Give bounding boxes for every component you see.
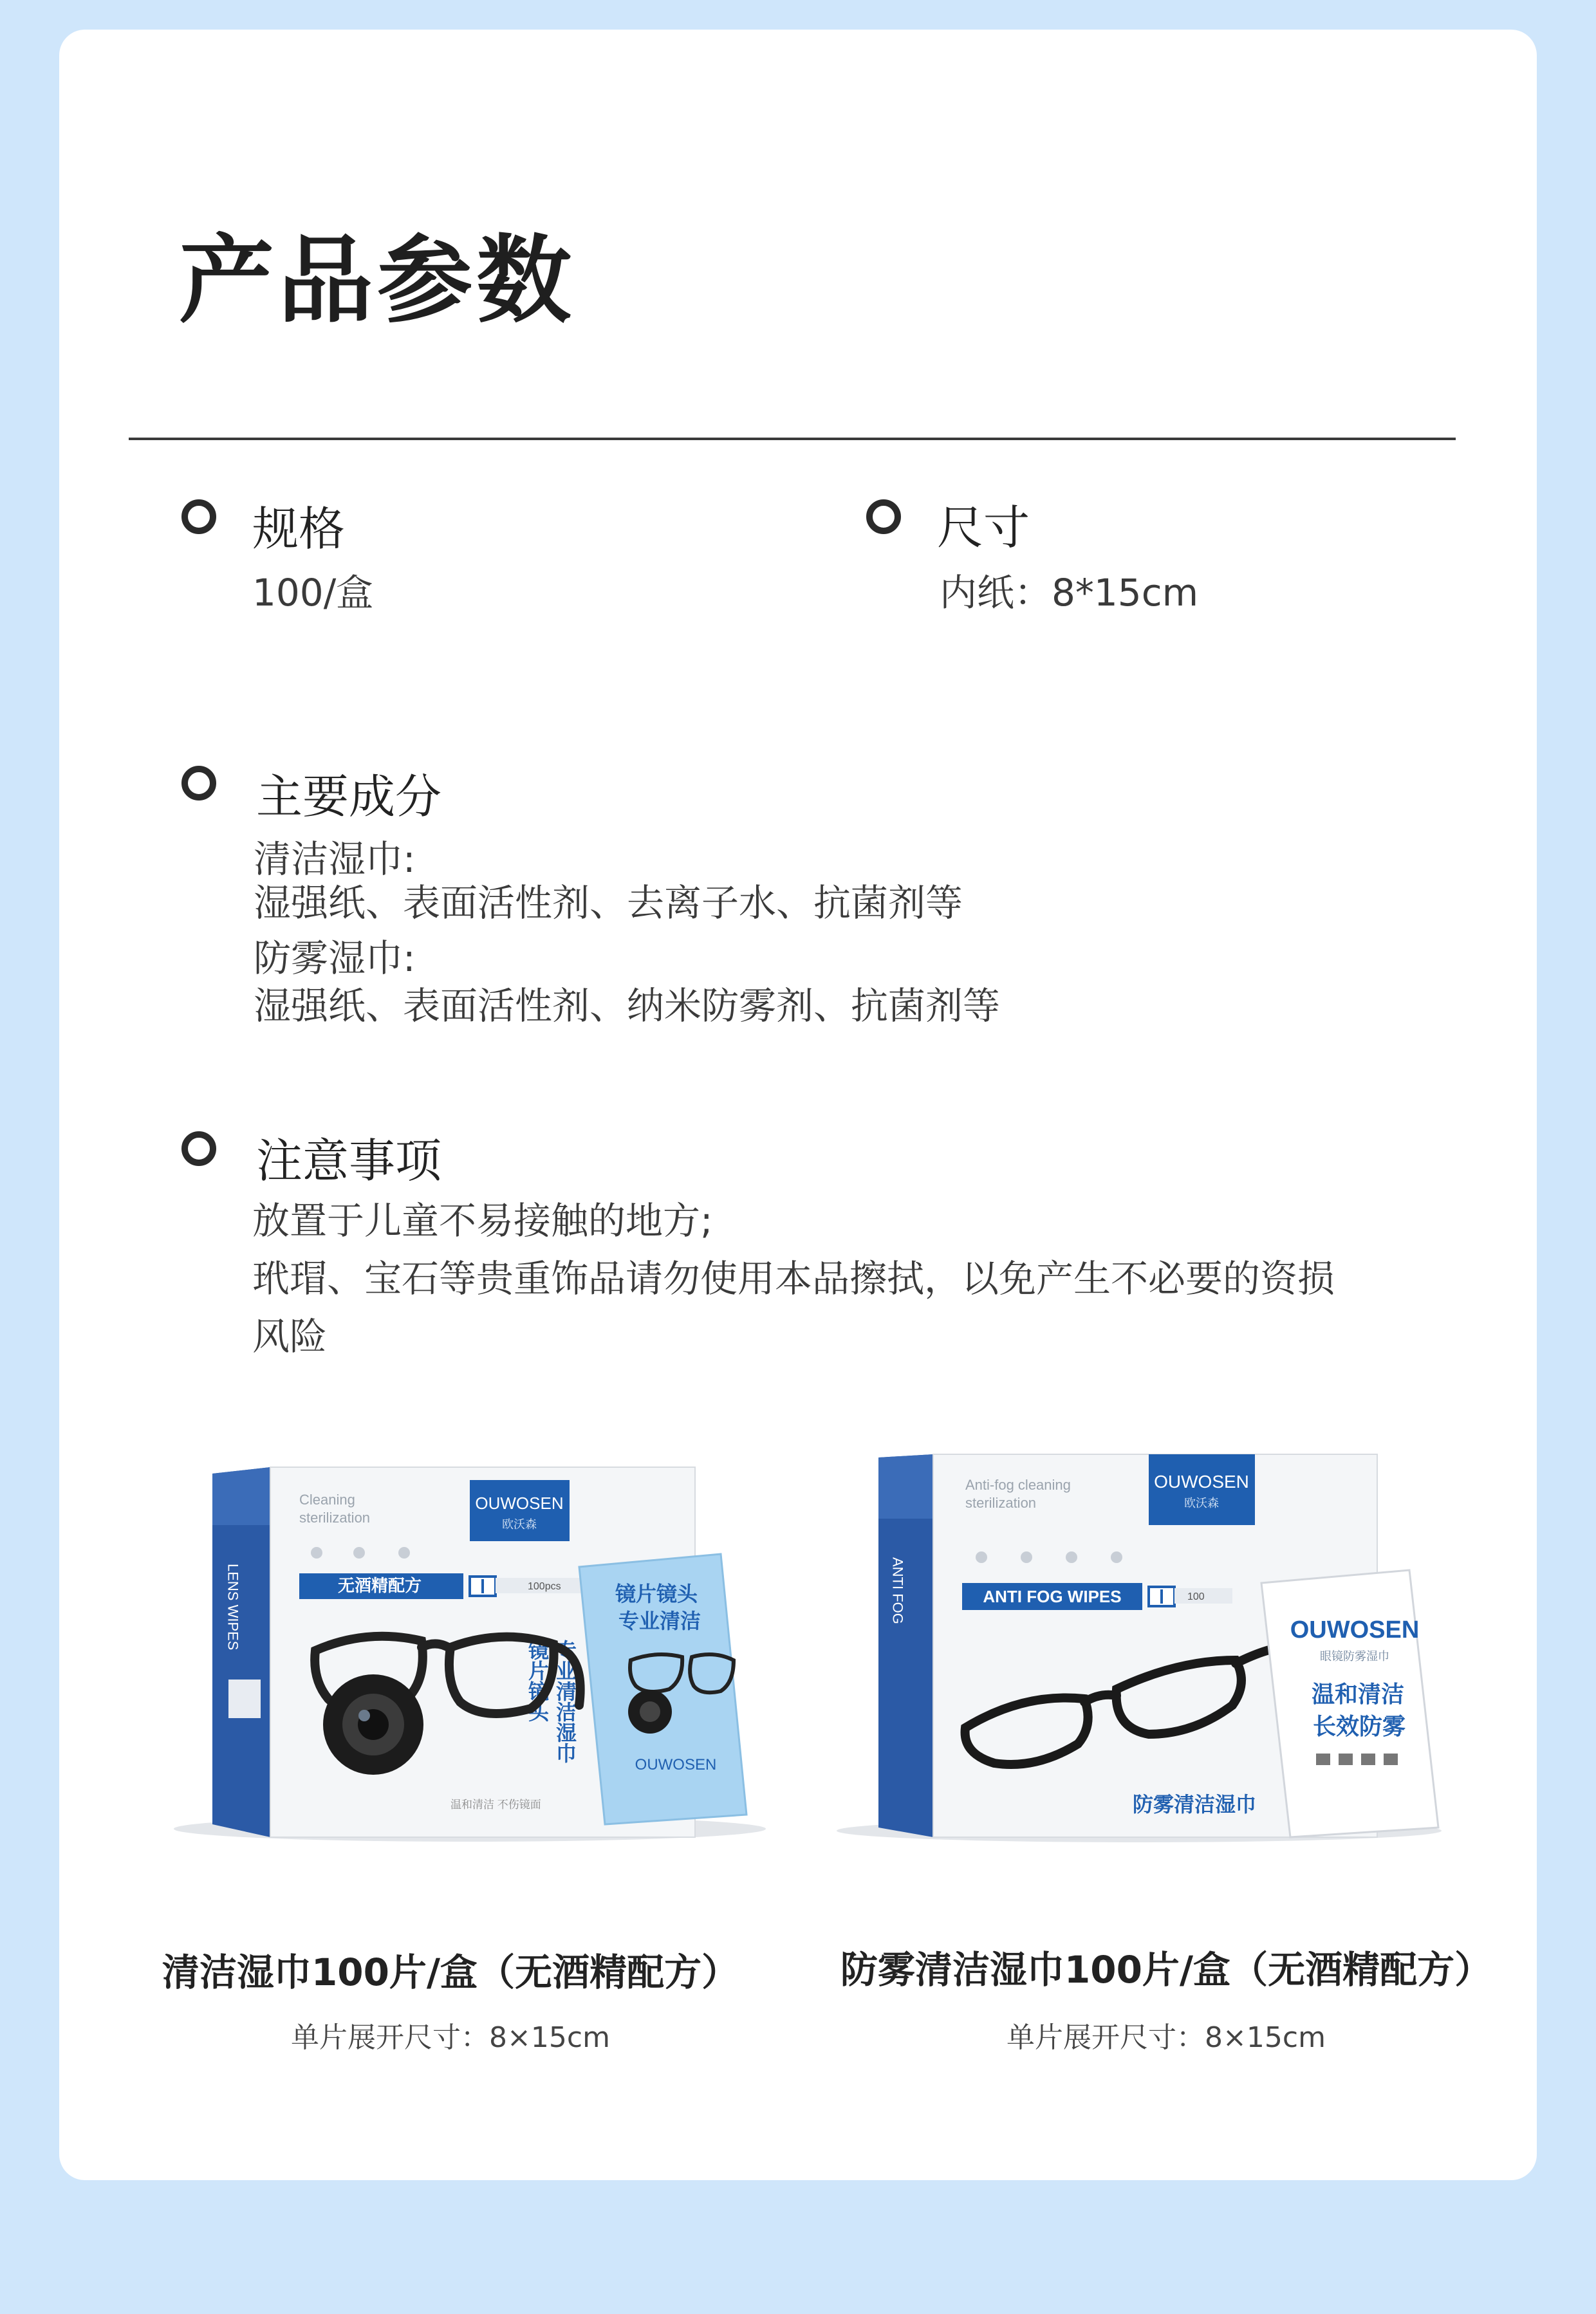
- box1-tagline: Cleaning: [299, 1492, 355, 1508]
- box1-brand-cn: 欧沃森: [502, 1518, 537, 1531]
- size-value: 内纸：8*15cm: [940, 571, 1199, 615]
- product-caption: 清洁湿巾100片/盒（无酒精配方）: [162, 1950, 739, 1994]
- product-image-lens-wipes: [167, 1435, 772, 1853]
- product-image-anti-fog-wipes: [830, 1441, 1448, 1853]
- box1-banner: 无酒精配方: [337, 1576, 422, 1595]
- box2-banner: ANTI FOG WIPES: [983, 1587, 1122, 1606]
- sachet2-line1: 温和清洁: [1311, 1681, 1405, 1707]
- box2-count: 100: [1187, 1591, 1205, 1602]
- sachet2-small: 眼镜防雾湿巾: [1320, 1650, 1389, 1663]
- box1-tagline: sterilization: [299, 1510, 371, 1526]
- product-size: 单片展开尺寸：8×15cm: [1007, 2021, 1326, 2054]
- box1-count: 100pcs: [528, 1581, 561, 1592]
- box2-bottom-text: 防雾清洁湿巾: [1133, 1793, 1257, 1816]
- product-size: 单片展开尺寸：8×15cm: [291, 2021, 610, 2054]
- notes-bullet-icon: [181, 1131, 216, 1166]
- sachet2-line2: 长效防雾: [1312, 1713, 1406, 1739]
- ingredients-line: 湿强纸、表面活性剂、去离子水、抗菌剂等: [254, 881, 963, 925]
- box1-vertical-text: 专业清洁湿巾: [553, 1640, 577, 1763]
- box2-tagline: sterilization: [965, 1495, 1037, 1511]
- sachet1-line2: 专业清洁: [618, 1609, 701, 1633]
- box2-side-label: ANTI FOG: [889, 1557, 906, 1624]
- ingredients-line: 湿强纸、表面活性剂、纳米防雾剂、抗菌剂等: [254, 984, 1001, 1028]
- box1-bottom-note: 温和清洁 不伤镜面: [450, 1799, 541, 1811]
- ingredients-line: 防雾湿巾:: [254, 936, 416, 980]
- ingredients-bullet-icon: [181, 766, 216, 801]
- box2-brand-cn: 欧沃森: [1184, 1497, 1219, 1510]
- spec-bullet-icon: [181, 499, 216, 534]
- ingredients-heading: 主要成分: [256, 770, 442, 824]
- box1-side-label: LENS WIPES: [225, 1564, 241, 1651]
- notes-line: 放置于儿童不易接触的地方;: [252, 1199, 713, 1243]
- sachet2-brand: OUWOSEN: [1290, 1616, 1420, 1643]
- notes-line: 玳瑁、宝石等贵重饰品请勿使用本品擦拭，以免产生不必要的资损: [252, 1257, 1335, 1300]
- sachet1-line1: 镜片镜头: [615, 1582, 698, 1606]
- box2-brand: OUWOSEN: [1154, 1472, 1249, 1492]
- spec-value: 100/盒: [252, 571, 374, 615]
- page-title: 产品参数: [179, 225, 575, 336]
- spec-heading: 规格: [252, 502, 346, 556]
- product-caption: 防雾清洁湿巾100片/盒（无酒精配方）: [840, 1948, 1492, 1992]
- notes-heading: 注意事项: [256, 1134, 442, 1188]
- size-bullet-icon: [866, 499, 901, 534]
- divider: [129, 438, 1456, 440]
- box2-tagline: Anti-fog cleaning: [965, 1477, 1071, 1493]
- notes-line: 风险: [252, 1315, 328, 1358]
- size-heading: 尺寸: [937, 501, 1030, 555]
- sachet1-brand: OUWOSEN: [635, 1756, 717, 1773]
- content-card: [59, 30, 1537, 2180]
- box1-brand: OUWOSEN: [475, 1494, 564, 1513]
- ingredients-line: 清洁湿巾:: [254, 837, 416, 881]
- box1-vertical-text: 镜片镜头: [526, 1640, 549, 1722]
